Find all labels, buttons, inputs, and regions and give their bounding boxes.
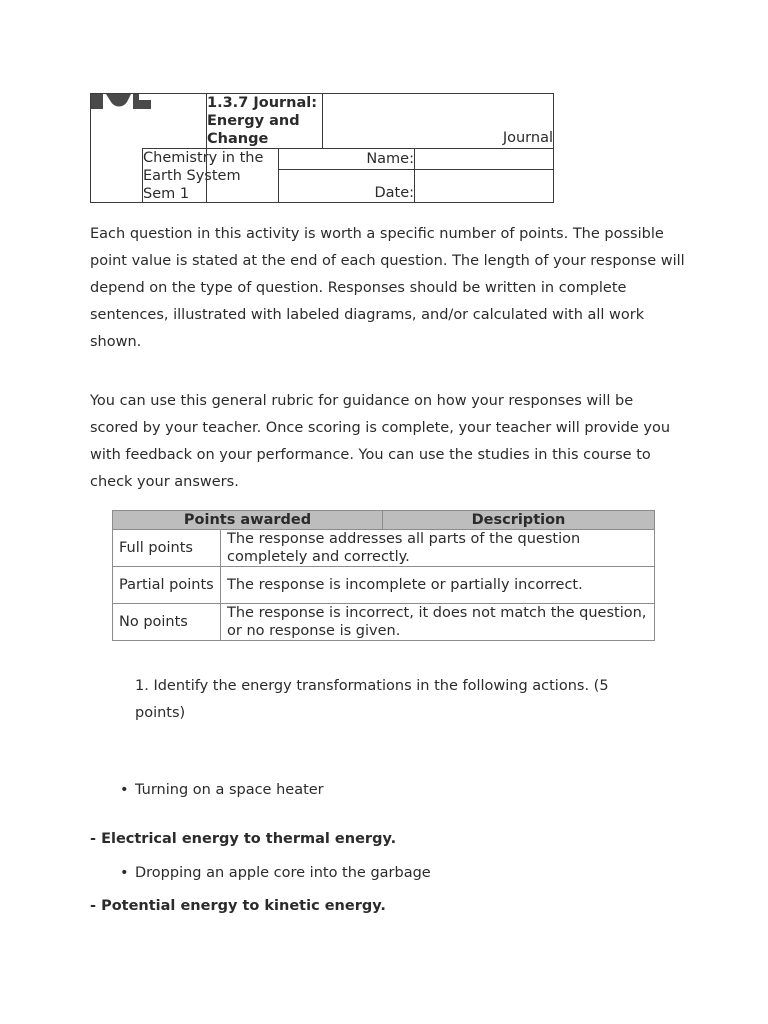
list-item — [120, 782, 324, 798]
table-row — [113, 567, 655, 604]
rubric-header-row — [113, 511, 655, 530]
rubric-description-cell: The response is incorrect, it does not match the question, or no response is given. — [221, 604, 655, 641]
doc-type-cell — [322, 93, 554, 149]
rubric-points-cell: No points — [113, 604, 221, 641]
doc-type-label: Journal — [502, 130, 553, 146]
name-label-cell — [278, 148, 415, 170]
document-header — [90, 93, 554, 203]
date-label: Date: — [374, 185, 414, 201]
course-right-cell — [206, 148, 279, 203]
title-cell — [206, 93, 323, 149]
date-field[interactable] — [414, 169, 554, 203]
name-field[interactable] — [414, 148, 554, 170]
rubric-description-cell: The response is incomplete or partially incorrect. — [221, 567, 655, 604]
rubric-header-description: Description — [383, 511, 655, 530]
rubric-points-cell: Full points — [113, 530, 221, 567]
date-label-cell — [278, 169, 415, 203]
rubric-table — [112, 510, 655, 641]
name-label: Name: — [366, 151, 414, 167]
document-title: 1.3.7 Journal: Energy and Change — [207, 95, 318, 147]
rubric-points-cell: Partial points — [113, 567, 221, 604]
semester-label: Sem 1 — [143, 186, 190, 202]
action-text: Turning on a space heater — [135, 782, 324, 798]
rubric-header-points: Points awarded — [113, 511, 383, 530]
logo-icon — [91, 94, 151, 109]
answer-text[interactable]: - Electrical energy to thermal energy. — [90, 831, 397, 847]
intro-paragraph-2: You can use this general rubric for guidance on how your responses will be scored by your teacher. Once scoring is complete, your teacher will provide you with feedback on your performance. You can use the studies in this course to check your answers. — [90, 393, 671, 490]
intro-paragraph-1: Each question in this activity is worth a specific number of points. The possible point value is stated at the end of each question. The length of your response will depend on the type of question. Responses should be written in complete sentences, illustrated with labeled diagrams, and/or calculated with all work shown. — [90, 226, 685, 350]
list-item — [120, 865, 431, 881]
answer-text[interactable]: - Potential energy to kinetic energy. — [90, 898, 386, 914]
action-text: Dropping an apple core into the garbage — [135, 865, 431, 881]
course-name: Chemistry in the Earth System — [143, 150, 264, 184]
rubric-description-cell: The response addresses all parts of the question completely and correctly. — [221, 530, 655, 567]
question-1-text: 1. Identify the energy transformations in the following actions. (5 points) — [135, 678, 609, 721]
bullet-icon: • — [120, 782, 129, 798]
table-row — [113, 530, 655, 567]
table-row — [113, 604, 655, 641]
bullet-icon: • — [120, 865, 129, 881]
